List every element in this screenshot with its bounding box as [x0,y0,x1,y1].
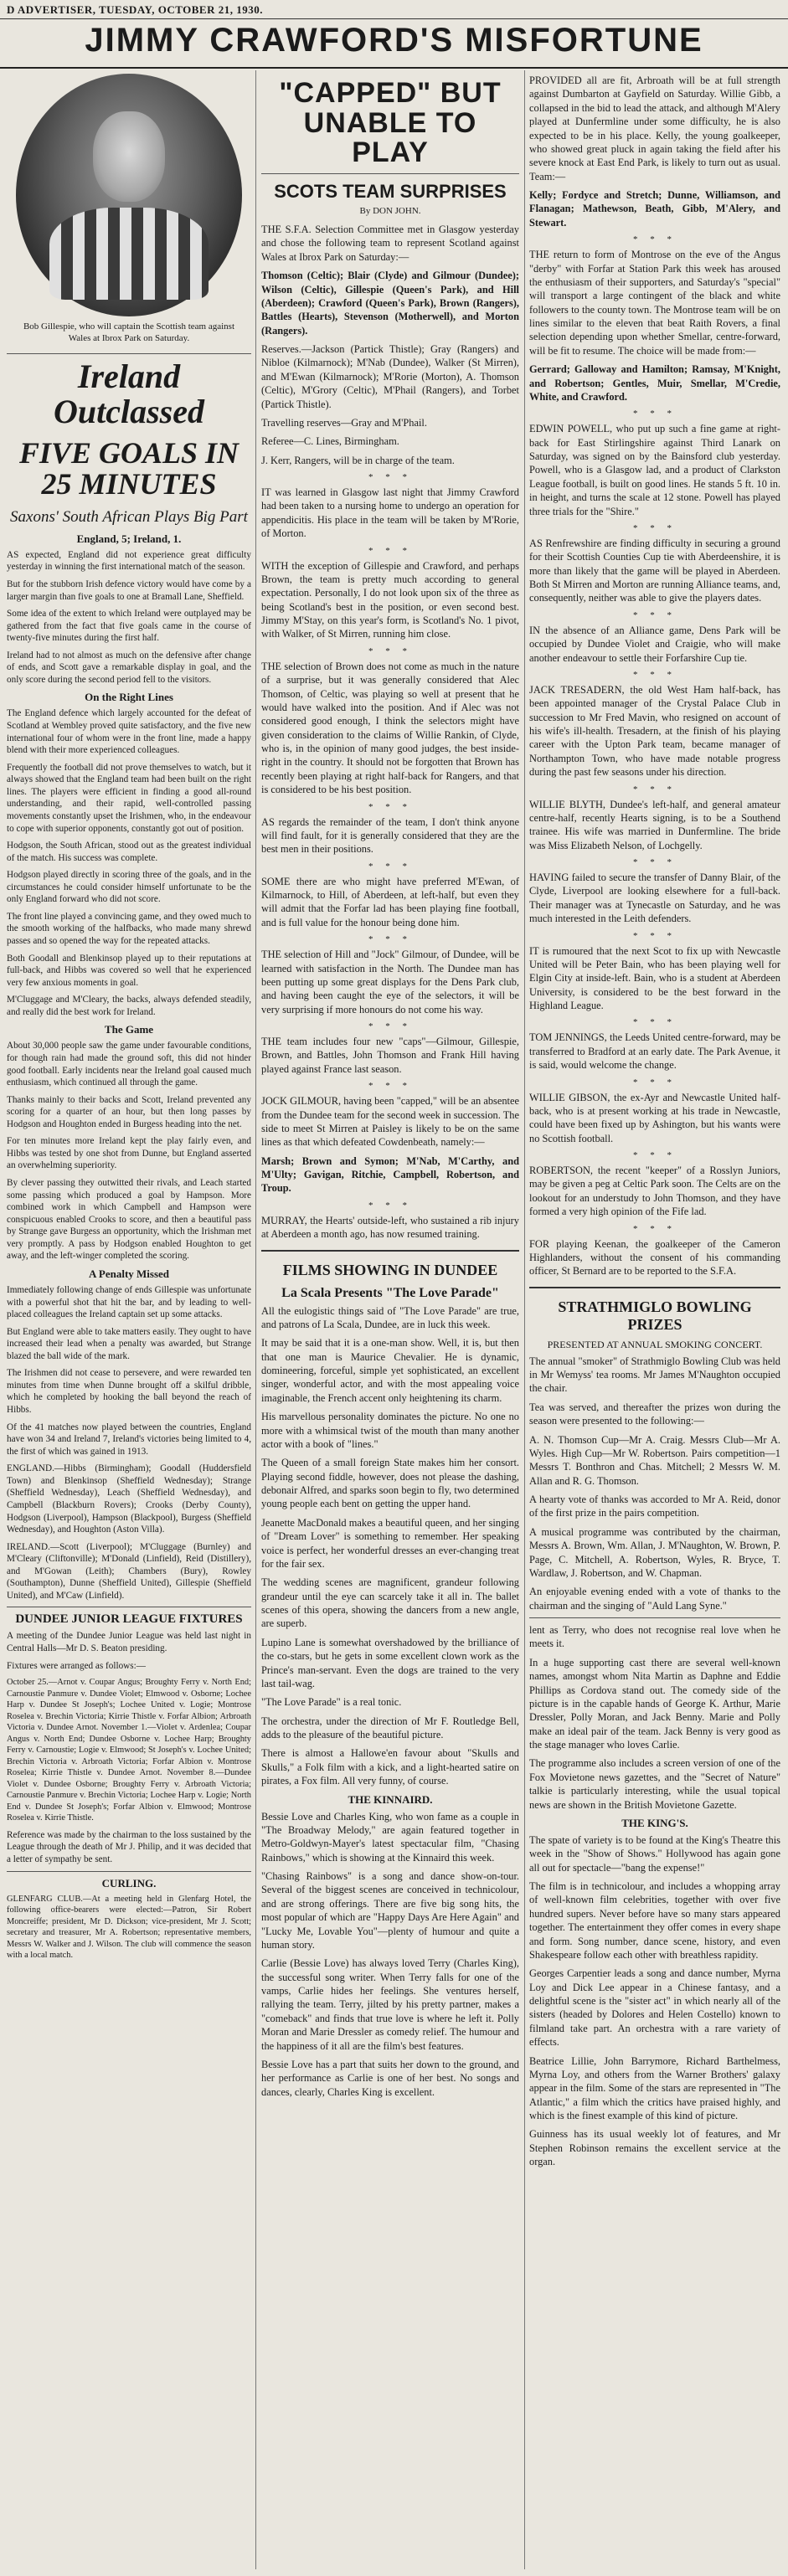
paragraph: HAVING failed to secure the transfer of Danny Blair, of the Clyde, Liverpool are looking elsewhere for a full-back. Their manager was at Tynecastle on Saturday, and he was much interested in the Leith defenders. [529,872,780,925]
separator-stars: * * * [633,857,677,867]
separator-stars: * * * [368,934,412,945]
separator-stars: * * * [633,234,677,245]
banner-rule [0,67,788,69]
section-heading: DUNDEE JUNIOR LEAGUE FIXTURES [15,1612,243,1627]
paragraph: WILLIE GIBSON, the ex-Ayr and Newcastle United half-back, who is at present working at his trade in Newcastle, could have been fixed up by Ashington, but his wants were no Scottish football. [529,1091,780,1144]
paragraph: Tea was served, and thereafter the prizes won during the season were presented to the following:— [529,1401,780,1427]
paragraph: TOM JENNINGS, the Leeds United centre-forward, may be transferred to Bradford at an early date. The Park Avenue, it is said, would welcome the change. [529,1031,780,1072]
paragraph: Beatrice Lillie, John Barrymore, Richard Barthelmess, Myrna Loy, and others from the Warner Brothers' galaxy appear in the film. Some of the stars are represented in "The Atlantic," a film which the critics have praised highly, and which is the finest example of this kind of picture. [529,2054,780,2121]
paragraph: Hodgson, the South African, stood out as the greatest individual of the match. His success was complete. [7,841,251,863]
paragraph: A musical programme was contributed by the chairman, Messrs A. Brown, Wm. Allan, J. M'Naughton, W. Brown, P. Page, C. Mitchell, A. Robertson, Wyles, R. Bryce, T. Wardlaw, J. Robertson, and W. Chapman. [529,1525,780,1579]
article-headline: La Scala Presents "The Love Parade" [281,1285,499,1300]
team-list: Reserves.—Jackson (Partick Thistle); Gray (Rangers) and Nibloe (Kilmarnock); M'Nab (Dundee), Walker (St Mirren), and M'Ewan (Kilmarnock); M'Rorie (Morton), A. Thomson (Celtic), M'Grory (Celtic), M'Phail (Rangers), and Torbet (Partick Thistle). [261,343,519,410]
paragraph: Georges Carpentier leads a song and dance number, Myrna Loy and Dick Lee appear in a Chinese fantasy, and a delightful scene is the "sister act" in which nearly all of the sisters (headed by Dolores and Helen Costello) known to filmland take part. An orchestra with a rare variety of effects. [529,1967,780,2049]
paragraph: An enjoyable evening ended with a vote of thanks to the chairman and the singing of "Auld Lang Syne." [529,1586,780,1612]
separator-stars: * * * [368,801,412,812]
paragraph: The front line played a convincing game, and they owed much to the smooth working of the halfbacks, who made many shrewd passes and so opened the way for the repeated attacks. [7,911,251,947]
section-heading: On the Right Lines [85,691,173,704]
separator-stars: * * * [368,861,412,872]
paragraph: Guinness has its usual weekly lot of features, and Mr Stephen Robinson remains the excellent service at the organ. [529,2128,780,2168]
separator-stars: * * * [368,645,412,656]
paragraph: All the eulogistic things said of "The Love Parade" are true, and patrons of La Scala, Dundee, are in luck this week. [261,1304,519,1330]
paragraph: It may be said that it is a one-man show. Well, it is, but then that one man is Maurice Chevalier. He is dynamic, domineering, forceful, simple yet sophisticated, an excellent singer, wonderful actor, and with the most appealing voice imaginable, the French accent only heightening its charm. [261,1337,519,1404]
portrait-jersey [49,208,209,300]
paragraph: Bessie Love and Charles King, who won fame as a couple in "The Broadway Melody," are again featured together in Metro-Goldwyn-Mayer's latest spectacular film, "Chasing Rainbows," which is showing at the Kinnaird this week. [261,1810,519,1864]
separator-stars: * * * [368,1200,412,1211]
paragraph: The annual "smoker" of Strathmiglo Bowling Club was held in Mr Wemyss' tea rooms. Mr James M'Naughton occupied the chair. [529,1355,780,1395]
paragraph: WITH the exception of Gillespie and Crawford, and perhaps Brown, the team is pretty much according to general expectation. Personally, I do not look upon six of the three as being Scotland's best in the position, or even second best. Jimmy M'Stay, on this year's form, is Scotland's No. 1 pivot, with Walker, of St Mirren, running him close. [261,559,519,640]
paragraph: The orchestra, under the direction of Mr F. Routledge Bell, adds to the pleasure of the beautiful picture. [261,1715,519,1741]
paragraph: lent as Terry, who does not recognise real love when he meets it. [529,1624,780,1650]
paragraph: Frequently the football did not prove themselves to watch, but it always showed that the England team had been built on the right lines. The players were efficient in finding a good all-round understanding, and their rapid, well-controlled passing movements constantly upset the Irishmen, who, in the endeavour to cope with superior opponents, constantly got out of position. [7,762,251,834]
paragraph: WILLIE BLYTH, Dundee's left-half, and general amateur centre-half, recently Hearts signing, is to be a Southend trainee. His wife was married in Dunfermline. The bride was Miss Elizabeth Nelson, of Lochgelly. [529,798,780,851]
paragraph: By clever passing they outwitted their rivals, and Leach started some passing which produced a goal by Hampson. More combined work in which Campbell and Hampson were conspicuous enabled Crooks to score, and then a beautiful pass by Strange gave Burgess an opportunity, which the Irishman met very promptly. A pass by Hodgson enabled Houghton to get away, and the left-winger completed the scoring. [7,1178,251,1262]
paragraph: SOME there are who might have preferred M'Ewan, of Kilmarnock, to Hill, of Aberdeen, at left-half, but even they will admit that the Forfar lad has been playing fine football, and is full value for the honour being done him. [261,875,519,928]
paragraph: THE return to form of Montrose on the eve of the Angus "derby" with Forfar at Station Park this week has aroused the enthusiasm of their supporters, and Saturday's "special" will transport a large contingent of the black and white followers to the county town. The Montrose team will be on lines similar to the eleven that beat Raith Rovers, a final selection depending upon whether Smellar, centre-forward, will be fit to resume. The choice will be made from:— [529,249,780,357]
paragraph: MURRAY, the Hearts' outside-left, who sustained a rib injury at Aberdeen a month ago, has now resumed training. [261,1214,519,1241]
paragraph: But England were able to take matters easily. They ought to have increased their lead when a penalty was awarded, but Strange blazed the ball wide of the mark. [7,1326,251,1361]
paragraph: Reference was made by the chairman to the loss sustained by the League through the death of Mr J. Philip, and it was decided that a letter of sympathy be sent. [7,1829,251,1864]
separator-stars: * * * [368,472,412,483]
paragraph: About 30,000 people saw the game under favourable conditions, for though rain had made the ground soft, this did not hinder good football. Early incidents near the Ireland goal caused much enthusiasm, which continued all through the game. [7,1041,251,1088]
paragraph: The England defence which largely accounted for the defeat of Scotland at Wembley proved quite satisfactory, and the five new international four of whom were in the front line, made a happy blend with their more experienced colleagues. [7,708,251,756]
column-divider [255,70,256,2569]
paragraph: PROVIDED all are fit, Arbroath will be at full strength against Dumbarton at Gayfield on Saturday. Willie Gibb, a collapsed in the bid to lead the attack, and although M'Alery played at Dunfermline under some difficulty, he is also expected to be in his place. Kelly, the young goalkeeper, who showed great pluck in again taking the field after his severe knock at East End Park, is likely to turn out as usual. Team:— [529,75,780,183]
paragraph: IT was learned in Glasgow last night that Jimmy Crawford had been taken to a nursing home to undergo an operation for appendicitis. His place in the team will be taken by M'Rorie, of Morton. [261,486,519,540]
photo-caption: Bob Gillespie, who will captain the Scottish team against Wales at Ibrox Park on Saturday. [23,321,235,343]
folio: D ADVERTISER, TUESDAY, OCTOBER 21, 1930. [7,3,263,16]
section-heading: CURLING. [101,1876,157,1890]
paragraph: THE selection of Brown does not come as much in the nature of a surprise, but it was generally considered that Alec Thomson, of Celtic, was playing so well at present that he would have walked into the position. And if Alec was not considered good enough, I think the selectors might have given consideration to the claims of Willie Rankin, of Clyde, who is, in the opinion of many good judges, the best inside-right in the country. It should not be forgotten that Brown has recently been playing at right half-back for Rangers, and that is considered to be his best position. [261,660,519,796]
paragraph: The Queen of a small foreign State makes him her consort. Playing second fiddle, however, does not please the dashing, debonair Alfred, and sparks soon begin to fly, two determined young people each bent on getting the upper hand. [261,1457,519,1510]
column-divider [524,70,525,2569]
player-portrait-photo [16,74,242,316]
paragraph: FOR playing Keenan, the goalkeeper of the Cameron Highlanders, without the consent of his commanding officer, St Bernard are to be reported to the S.F.A. [529,1237,780,1278]
paragraph: EDWIN POWELL, who put up such a fine game at right-back for East Stirlingshire against Third Lanark on Saturday, was signed on by the Bainsford club yesterday. Powell, who is a Glasgow lad, and a product of Clarkston League football, is built on good lines. He stands 5 ft. 10 in. in height, and turns the scale at 12 stone. Powell has played three trials for the "Shire." [529,423,780,517]
separator-stars: * * * [368,1021,412,1032]
separator-stars: * * * [633,609,677,620]
banner-headline: JIMMY CRAWFORD'S MISFORTUNE [85,22,703,59]
paragraph: The programme also includes a screen version of one of the Fox Movietone news gazettes, and the "Secret of Nature" talkie is particularly interesting, while the usual topical news are shown in the British Movietone Gazette. [529,1757,780,1811]
column-1 [7,74,251,1967]
section-heading: FILMS SHOWING IN DUNDEE [282,1261,498,1278]
paragraph: Both Goodall and Blenkinsop played up to their reputations at full-back, and Hibbs was covered so well that he experienced very few anxious moments in goal. [7,953,251,988]
paragraph: Bessie Love has a part that suits her down to the ground, and her performance as Carlie is one of her best. No songs and dances, clearly, Charles King is excellent. [261,2058,519,2098]
paragraph: M'Cluggage and M'Cleary, the backs, always defended steadily, and really did the best work for Ireland. [7,995,251,1017]
paragraph: A meeting of the Dundee Junior League was held last night in Central Halls—Mr D. S. Beaton presiding. [7,1631,251,1654]
portrait-face [93,111,165,202]
team-list: ENGLAND.—Hibbs (Birmingham); Goodall (Huddersfield Town) and Blenkinsop (Sheffield Wednesday); Strange (Sheffield Wednesday), Leach (Sheffield Wednesday), and Campbell (Blackburn Rovers); Crooks (Derby County), Hodgson (Liverpool), Hampson (Blackpool), Burgess (Sheffield Wednesday), and Houghton (Aston Villa). [7,1463,251,1535]
paragraph: GLENFARG CLUB.—At a meeting held in Glenfarg Hotel, the following office-bearers were elected:—Patron, Sir Robert Moncreiffe; president, Mr D. Dickson; vice-president, Mr J. Scott; secretary and treasurer, Mr A. Robertson; representative members, Messrs W. Walker and J. Wilson. The club will commence the season with a local match. [7,1894,251,1961]
paragraph: "The Love Parade" is a real tonic. [261,1696,402,1709]
paragraph: "Chasing Rainbows" is a song and dance show-on-tour. Several of the biggest scenes are conceived in technicolour, and are strong offerings. There are five big song hits, the most popular of which are "Happy Days Are Here Again" and "Lucky Me, Lovable You"—plenty of humour and quite a human story. [261,1870,519,1951]
paragraph: THE S.F.A. Selection Committee met in Glasgow yesterday and chose the following team to represent Scotland against Wales at Ibrox Park on Saturday:— [261,224,519,263]
divider [7,353,251,354]
paragraph: THE team includes four new "caps"—Gilmour, Gillespie, Brown, and Battles, John Thomson and Frank Hill having played against France last season. [261,1036,519,1075]
section-subheading: PRESENTED AT ANNUAL SMOKING CONCERT. [547,1338,763,1350]
paragraph: A. N. Thomson Cup—Mr A. Craig. Messrs Club—Mr A. Wyles. High Cup—Mr W. Robertson. Pairs competition—1 Messrs T. Bonthron and Chas. Mitchell; 2 Messrs W. M. Allan and R. G. Thomson. [529,1433,780,1487]
paragraph: In a huge supporting cast there are several well-known names, amongst whom Nita Martin as Daphne and Eddie Phillips as Cordova stand out. The comedy side of the picture is in the capable hands of George K. Arthur, Marie Dressler, Polly Moran, and Jack Benny. Marie and Polly make an ideal pair of the team. Jack Benny is very good as the stage manager who loves Carlie. [529,1656,780,1751]
article-headline: Ireland Outclassed [54,357,204,430]
byline: By DON JOHN. [359,206,421,217]
article-deck: Saxons' South African Plays Big Part [10,508,248,527]
paragraph: The film is in technicolour, and includes a whopping array of well-known film celebrities, together with over five hundred supers. Never before have so many stars appeared together. The entertainment they offer comes in every shape and form. Song number, dance scene, history, and even Shakespeare follow each other with breathless rapidity. [529,1880,780,1961]
separator-stars: * * * [633,930,677,941]
paragraph: Carlie (Bessie Love) has always loved Terry (Charles King), the successful song writer. When Terry falls for one of the vamps, Carlie hides her feelings. She ventures herself, rallying the team. Terry, jilted by his pretty partner, makes a "comeback" and finds that true love is where he left it. Polly Moran and Marie Dressler as comedy relief. The humour and the happiness of it all are the film's best features. [261,1957,519,2052]
section-heading: A Penalty Missed [88,1267,170,1280]
paragraph: But for the stubborn Irish defence victory would have come by a larger margin than five goals to one at Bramall Lane, Sheffield. [7,578,251,602]
section-heading: The Game [104,1023,154,1036]
top-rule [0,18,788,19]
paragraph: AS expected, England did not experience great difficulty yesterday in winning the first international match of the season. [7,549,251,573]
paragraph: Thanks mainly to their backs and Scott, Ireland prevented any scoring for a quarter of an hour, but then long passes by Hodgson and Houghton ended in Burgess heading into the net. [7,1094,251,1129]
section-heading: THE KING'S. [621,1816,688,1829]
paragraph: Some idea of the extent to which Ireland were outplayed may be gathered from the fact that five goals came in the course of twenty-five minutes during the first half. [7,609,251,644]
paragraph: Travelling reserves—Gray and M'Phail. [261,416,427,429]
paragraph: The Irishmen did not cease to persevere, and were rewarded ten minutes from time when Dunne brought off a skilful dribble, which he completed by hooking the ball beyond the reach of Hibbs. [7,1368,251,1416]
paragraph: His marvellous personality dominates the picture. No one no more with a whimsical twist of the mouth than many another actor with a book of "lines." [261,1411,519,1450]
column-2 [261,74,519,2104]
paragraph: For ten minutes more Ireland kept the play fairly even, and Hibbs was tested by one shot from Dunne, but England asserted an overwhelming superiority. [7,1136,251,1171]
paragraph: JOCK GILMOUR, having been "capped," will be an absentee from the Dundee team for the second week in succession. The side to meet St Mirren at Paisley is likely to be on the same lines as that which defeated Cowdenbeath, namely:— [261,1095,519,1149]
paragraph: Of the 41 matches now played between the countries, England have won 34 and Ireland 7, Ireland's victories being limited to 4, the first of which was gained in 1913. [7,1422,251,1457]
paragraph: Immediately following change of ends Gillespie was unfortunate with a powerful shot that hit the bar, and by leading to well-placed colleagues the Ireland captain set up some attacks. [7,1284,251,1320]
column-3 [529,74,780,2174]
paragraph: Referee—C. Lines, Birmingham. [261,435,399,448]
paragraph: J. Kerr, Rangers, will be in charge of the team. [261,454,455,466]
paragraph: ROBERTSON, the recent "keeper" of a Rosslyn Juniors, may be given a peg at Celtic Park soon. The Celts are on the lookout for an understudy to John Thomson, and they have formed a very high opinion of the Fife lad. [529,1165,780,1218]
section-heading: THE KINNAIRD. [348,1792,433,1806]
paragraph: Lupino Lane is somewhat overshadowed by the brilliance of the co-stars, but he gets in some excellent clown work as the Prince's man-servant. Even the dogs are trained to the very last tail-wag. [261,1636,519,1689]
paragraph: Hodgson played directly in scoring three of the goals, and in the circumstances he could consider himself unfortunate to be the only England forward who did not score. [7,870,251,905]
paragraph: JACK TRESADERN, the old West Ham half-back, has been appointed manager of the Crystal Palace Club in succession to Mr Fred Mavin, who resigned on account of his wife's ill-health. Tresadern, at the finish of his playing career with the Upton Park team, became manager of Northampton Town, who have made notable progress during the past few seasons under his direction. [529,683,780,779]
paragraph: AS regards the remainder of the team, I don't think anyone will find fault, for it is generally considered that they are the best men in their positions. [261,815,519,856]
team-list: Kelly; Fordyce and Stretch; Dunne, Williamson, and Flanagan; Mathewson, Beath, Gibb, M'Alery, and Stewart. [529,189,780,229]
bowling-section [529,1287,780,1612]
separator-stars: * * * [633,1017,677,1028]
films-section [261,1250,519,2100]
paragraph: THE selection of Hill and "Jock" Gilmour, of Dundee, will be learned with satisfaction in the North. The Dundee man has been putting up some great displays for the Dens Park club, and having been caught the eye of the selectors, it will be very surprising if more honours do not come his way. [261,949,519,1015]
separator-stars: * * * [633,784,677,794]
paragraph: A hearty vote of thanks was accorded to Mr A. Reid, donor of the first prize in the pairs competition. [529,1494,780,1519]
article-headline: "CAPPED" BUT UNABLE TO PLAY [279,77,502,169]
separator-stars: * * * [633,1077,677,1087]
separator-stars: * * * [633,409,677,419]
paragraph: The spate of variety is to be found at the King's Theatre this week in the "Show of Shows." Hollywood has again gone all out for spectacle—"bang the expense!" [529,1833,780,1874]
separator-stars: * * * [368,545,412,556]
separator-stars: * * * [633,669,677,680]
paragraph: There is almost a Hallowe'en favour about "Skulls and Skulls," a Folk film with a kick, and a light-hearted satire on pirates, a Fox film. All very funny, of course. [261,1747,519,1787]
paragraph: IT is rumoured that the next Scot to fix up with Newcastle United will be Peter Bain, who has been playing well for Elgin City at inside-left. Bain, who is a student at Aberdeen University, is considered to be the best forward in the Highland League. [529,944,780,1011]
team-list: Marsh; Brown and Symon; M'Nab, M'Carthy, and M'Ulty; Gavigan, Ritchie, Campbell, Robertson, and Troup. [261,1154,519,1195]
team-list: Thomson (Celtic); Blair (Clyde) and Gilmour (Dundee); Wilson (Celtic), Gillespie (Queen's Park), and Hill (Aberdeen); Crawford (Queen's Park), Brown (Rangers), Battles (Hearts), Stevenson (Motherwell), and Morton (Rangers). [261,270,519,337]
article-subheadline: SCOTS TEAM SURPRISES [274,181,507,203]
team-list: Gerrard; Galloway and Hamilton; Ramsay, M'Knight, and Robertson; Gentles, Muir, Smellar, M'Credie, White, and Crawford. [529,363,780,403]
divider [7,1871,251,1872]
paragraph: Ireland had to not almost as much on the defensive after change of ends, and Scott gave a remarkable display in goal, and the only score during the second period fell to the visitors. [7,650,251,685]
paragraph: The wedding scenes are magnificent, grandeur following grandeur until the eye can scarcely take it all in. The ballet scenes of this opera, showing the dancers from a new angle, are superb. [261,1576,519,1630]
match-score: England, 5; Ireland, 1. [76,532,182,545]
paragraph: Jeanette MacDonald makes a beautiful queen, and her singing of "Dream Lover" is something to remember. Her speaking voice is perfect, her wonderful dresses an ever-changing treat for the fair sex. [261,1516,519,1570]
separator-stars: * * * [633,1150,677,1160]
article-subheadline: FIVE GOALS IN 25 MINUTES [18,435,239,501]
paragraph: AS Renfrewshire are finding difficulty in securing a ground for their Scottish Counties Cup tie with Aberdeenshire, it is more than likely that the game will be played in Aberdeen. Both St Mirren and Morton are running Alliance teams, and, consequently, neither was able to give the players dates. [529,537,780,604]
fixtures-list: October 25.—Arnot v. Coupar Angus; Broughty Ferry v. North End; Carnoustie Panmure v. Dundee Violet; Elmwood v. Osborne; Lochee Harp v. Dundee St Joseph's; Lochee United v. Logie; Montrose Roselea v. Brechin Victoria; Kirrie Thistle v. Forfar Albion; Arbroath Victoria v. Dundee Arnot. November 1.—Violet v. Ardenlea; Coupar Angus v. North End; Dundee Osborne v. Lochee Harp; Broughty Ferry v. Carnoustie; Logie v. Elmwood; St Joseph's v. Lochee United; Brechin Victoria v. Arbroath Victoria; Forfar Albion v. Montrose Roselea; Kirrie Thistle v. Dundee Arnot. November 8.—Dundee Violet v. Dundee Osborne; Broughty Ferry v. Arbroath Victoria; Carnoustie Panmure v. Brechin Victoria; Lochee Harp v. Logie; North End v. Dundee St Joseph's; Forfar Albion v. Elmwood; Montrose Roselea v. Kirrie Thistle. [7,1678,251,1823]
team-list: IRELAND.—Scott (Liverpool); M'Cluggage (Burnley) and M'Cleary (Cliftonville); M'Donald (Linfield), Reid (Distillery), and M'Gowan (Leith); Chambers (Bury), Rowley (Southampton), Dunne (Sheffield United), Gillespie (Sheffield United), and M'Caw (Linfield). [7,1541,251,1601]
paragraph: Fixtures were arranged as follows:— [7,1660,146,1671]
separator-stars: * * * [633,1223,677,1234]
divider [529,1617,780,1618]
divider [261,173,519,174]
paragraph: IN the absence of an Alliance game, Dens Park will be occupied by Dundee Violet and Craigie, who will make another endeavour to settle their Forfarshire Cup tie. [529,624,780,664]
separator-stars: * * * [633,522,677,533]
separator-stars: * * * [368,1081,412,1092]
section-heading: STRATHMIGLO BOWLING PRIZES [558,1298,752,1333]
